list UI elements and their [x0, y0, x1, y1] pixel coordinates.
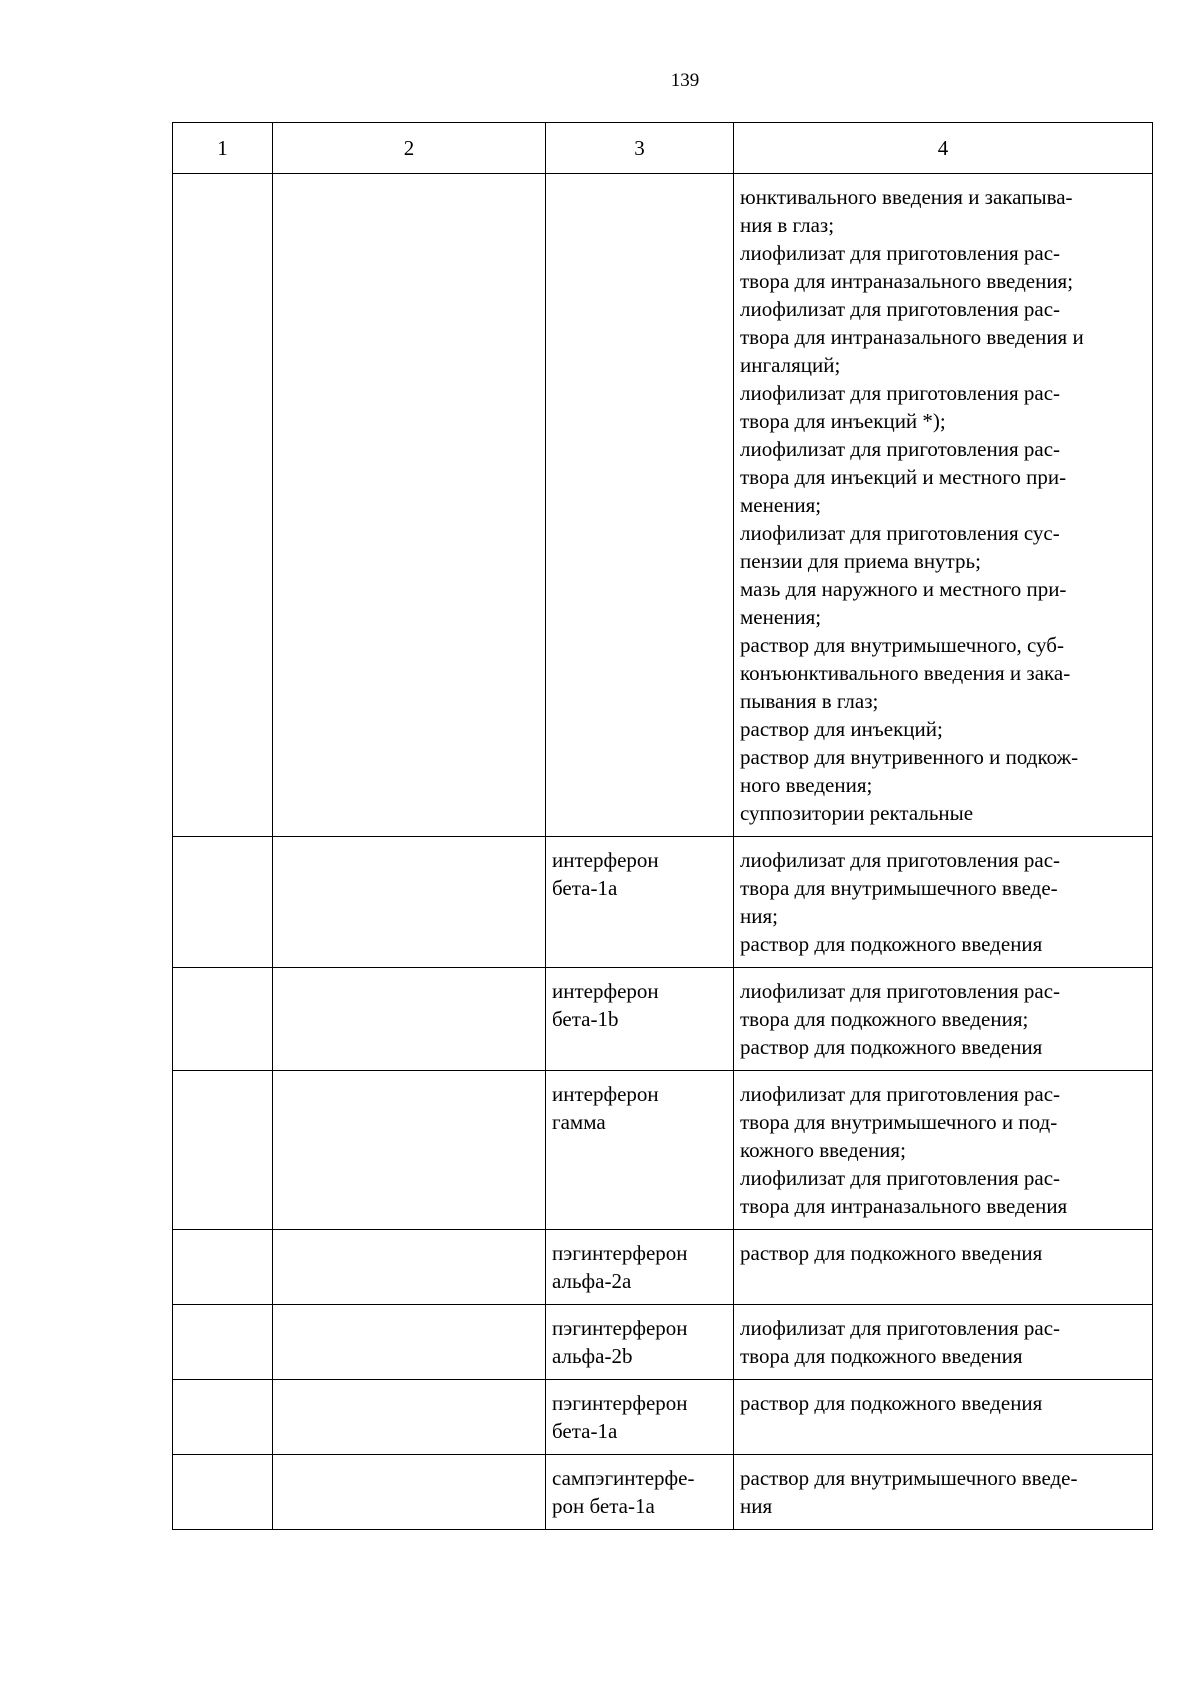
cell-col2: [273, 1380, 546, 1455]
cell-drug-name: [546, 968, 734, 1071]
column-header-2: 2: [273, 123, 546, 174]
cell-col1: [173, 968, 273, 1071]
cell-col1: [173, 1305, 273, 1380]
cell-dosage-forms: [734, 1305, 1153, 1380]
drug-name-line: альфа-2b: [552, 1344, 633, 1368]
dosage-form-line: суппозитории ректальные: [740, 801, 974, 825]
table-row: [173, 1230, 1153, 1305]
table-header-row: [173, 123, 1153, 174]
dosage-form-line: твора для внутримышечного и под-: [740, 1110, 1058, 1134]
drug-name-line: пэгинтерферон: [552, 1241, 688, 1265]
cell-col1: [173, 837, 273, 968]
dosage-form-line: пензии для приема внутрь;: [740, 549, 981, 573]
dosage-form-line: конъюнктивального введения и зака-: [740, 661, 1071, 685]
drug-name-line: сампэгинтерфе-: [552, 1466, 695, 1490]
dosage-form-line: мазь для наружного и местного при-: [740, 577, 1067, 601]
cell-col2: [273, 174, 546, 837]
table-row: [173, 1455, 1153, 1530]
dosage-form-line: твора для интраназального введения: [740, 1194, 1068, 1218]
table-row: [173, 1071, 1153, 1230]
dosage-form-line: твора для инъекций и местного при-: [740, 465, 1067, 489]
dosage-form-line: юнктивального введения и закапыва-: [740, 185, 1073, 209]
cell-drug-name: [546, 1230, 734, 1305]
cell-col2: [273, 1305, 546, 1380]
dosage-form-line: твора для инъекций *);: [740, 409, 946, 433]
cell-col1: [173, 174, 273, 837]
drug-table: [172, 122, 1153, 1530]
dosage-form-line: менения;: [740, 493, 822, 517]
cell-dosage-forms: [734, 1071, 1153, 1230]
page-number: 139: [670, 70, 700, 91]
cell-col1: [173, 1380, 273, 1455]
cell-col2: [273, 1455, 546, 1530]
dosage-form-line: лиофилизат для приготовления рас-: [740, 437, 1061, 461]
table-row: [173, 174, 1153, 837]
table-row: [173, 1380, 1153, 1455]
dosage-form-line: лиофилизат для приготовления рас-: [740, 848, 1061, 872]
cell-dosage-forms: [734, 968, 1153, 1071]
drug-name-line: рон бета-1a: [552, 1494, 655, 1518]
dosage-form-line: кожного введения;: [740, 1138, 906, 1162]
cell-col2: [273, 837, 546, 968]
dosage-form-line: твора для интраназального введения;: [740, 269, 1074, 293]
drug-name-line: интерферон: [552, 1082, 659, 1106]
cell-col2: [273, 1230, 546, 1305]
dosage-form-line: менения;: [740, 605, 822, 629]
cell-drug-name: [546, 174, 734, 837]
dosage-form-line: раствор для подкожного введения: [740, 932, 1043, 956]
dosage-form-line: твора для интраназального введения и: [740, 325, 1084, 349]
drug-name-line: бета-1a: [552, 1419, 618, 1443]
column-header-4: 4: [734, 123, 1153, 174]
cell-col1: [173, 1455, 273, 1530]
cell-drug-name: [546, 1380, 734, 1455]
cell-dosage-forms: [734, 1230, 1153, 1305]
dosage-form-line: лиофилизат для приготовления рас-: [740, 1166, 1061, 1190]
table-row: [173, 968, 1153, 1071]
dosage-form-line: ния: [740, 1494, 773, 1518]
drug-name-line: пэгинтерферон: [552, 1316, 688, 1340]
cell-dosage-forms: [734, 837, 1153, 968]
dosage-form-line: ингаляций;: [740, 353, 841, 377]
dosage-form-line: твора для внутримышечного введе-: [740, 876, 1058, 900]
column-header-1: 1: [173, 123, 273, 174]
cell-col2: [273, 968, 546, 1071]
dosage-form-line: твора для подкожного введения;: [740, 1007, 1029, 1031]
dosage-form-line: раствор для инъекций;: [740, 717, 943, 741]
dosage-form-line: раствор для подкожного введения: [740, 1241, 1043, 1265]
dosage-form-line: пывания в глаз;: [740, 689, 879, 713]
cell-dosage-forms: [734, 1455, 1153, 1530]
table-body: [173, 174, 1153, 1530]
dosage-form-line: лиофилизат для приготовления рас-: [740, 979, 1061, 1003]
cell-dosage-forms: [734, 1380, 1153, 1455]
dosage-form-line: лиофилизат для приготовления рас-: [740, 241, 1061, 265]
cell-drug-name: [546, 1071, 734, 1230]
cell-col1: [173, 1071, 273, 1230]
table-row: [173, 1305, 1153, 1380]
dosage-form-line: лиофилизат для приготовления рас-: [740, 1316, 1061, 1340]
dosage-form-line: раствор для подкожного введения: [740, 1391, 1043, 1415]
drug-name-line: бета-1a: [552, 876, 618, 900]
dosage-form-line: раствор для внутримышечного введе-: [740, 1466, 1078, 1490]
drug-name-line: интерферон: [552, 979, 659, 1003]
dosage-form-line: раствор для внутривенного и подкож-: [740, 745, 1079, 769]
table-row: [173, 837, 1153, 968]
dosage-form-line: лиофилизат для приготовления рас-: [740, 381, 1061, 405]
dosage-form-line: лиофилизат для приготовления рас-: [740, 297, 1061, 321]
cell-col1: [173, 1230, 273, 1305]
cell-drug-name: [546, 837, 734, 968]
drug-name-line: интерферон: [552, 848, 659, 872]
dosage-form-line: раствор для внутримышечного, суб-: [740, 633, 1064, 657]
cell-drug-name: [546, 1305, 734, 1380]
dosage-form-line: ния в глаз;: [740, 213, 835, 237]
dosage-form-line: ного введения;: [740, 773, 873, 797]
cell-col2: [273, 1071, 546, 1230]
drug-name-line: альфа-2a: [552, 1269, 632, 1293]
dosage-form-line: лиофилизат для приготовления рас-: [740, 1082, 1061, 1106]
drug-name-line: гамма: [552, 1110, 606, 1134]
cell-dosage-forms: [734, 174, 1153, 837]
dosage-form-line: ния;: [740, 904, 778, 928]
cell-drug-name: [546, 1455, 734, 1530]
dosage-form-line: лиофилизат для приготовления сус-: [740, 521, 1060, 545]
dosage-form-line: твора для подкожного введения: [740, 1344, 1023, 1368]
column-header-3: 3: [546, 123, 734, 174]
drug-name-line: пэгинтерферон: [552, 1391, 688, 1415]
drug-name-line: бета-1b: [552, 1007, 619, 1031]
dosage-form-line: раствор для подкожного введения: [740, 1035, 1043, 1059]
